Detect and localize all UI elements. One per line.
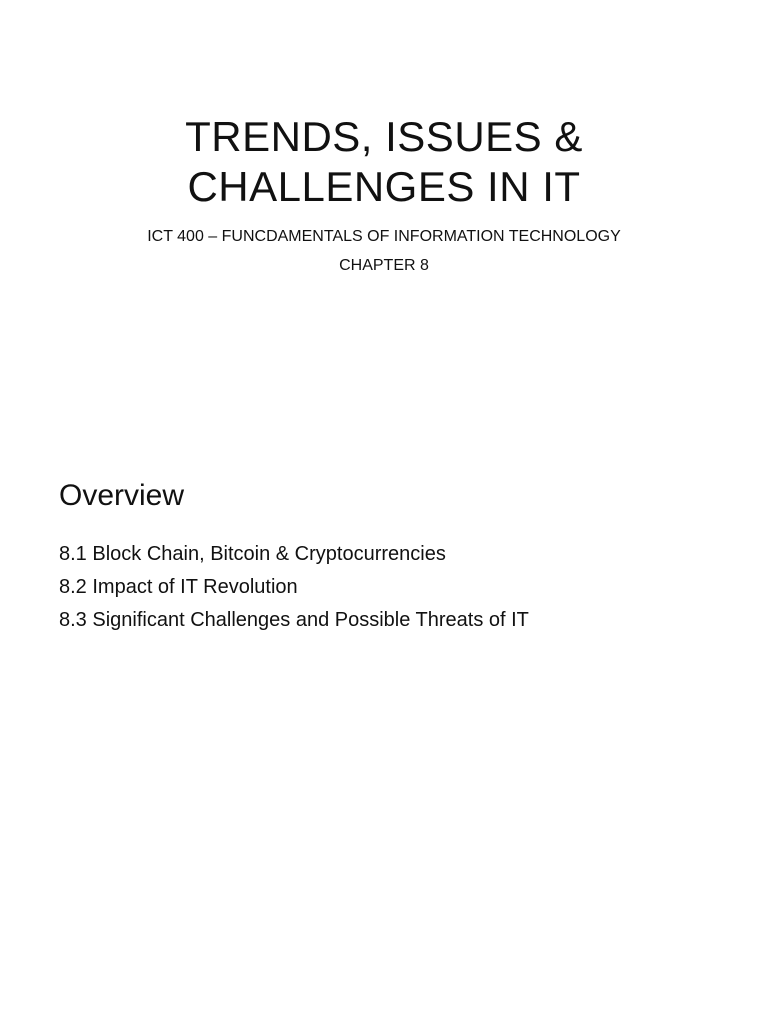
overview-item-8-2: 8.2 Impact of IT Revolution <box>59 576 298 598</box>
chapter-label: CHAPTER 8 <box>339 257 429 274</box>
overview-item-8-3: 8.3 Significant Challenges and Possible Threats of IT <box>59 609 529 631</box>
overview-section <box>59 476 739 637</box>
title-line-2: CHALLENGES IN IT <box>187 163 581 210</box>
overview-item-8-1: 8.1 Block Chain, Bitcoin & Cryptocurrencies <box>59 543 446 565</box>
title-slide <box>0 112 768 277</box>
overview-list <box>59 538 739 637</box>
overview-heading: Overview <box>59 479 185 512</box>
course-subtitle: ICT 400 – FUNCDAMENTALS OF INFORMATION TECHNOLOGY <box>147 228 621 245</box>
title-line-1: TRENDS, ISSUES & <box>185 113 583 160</box>
